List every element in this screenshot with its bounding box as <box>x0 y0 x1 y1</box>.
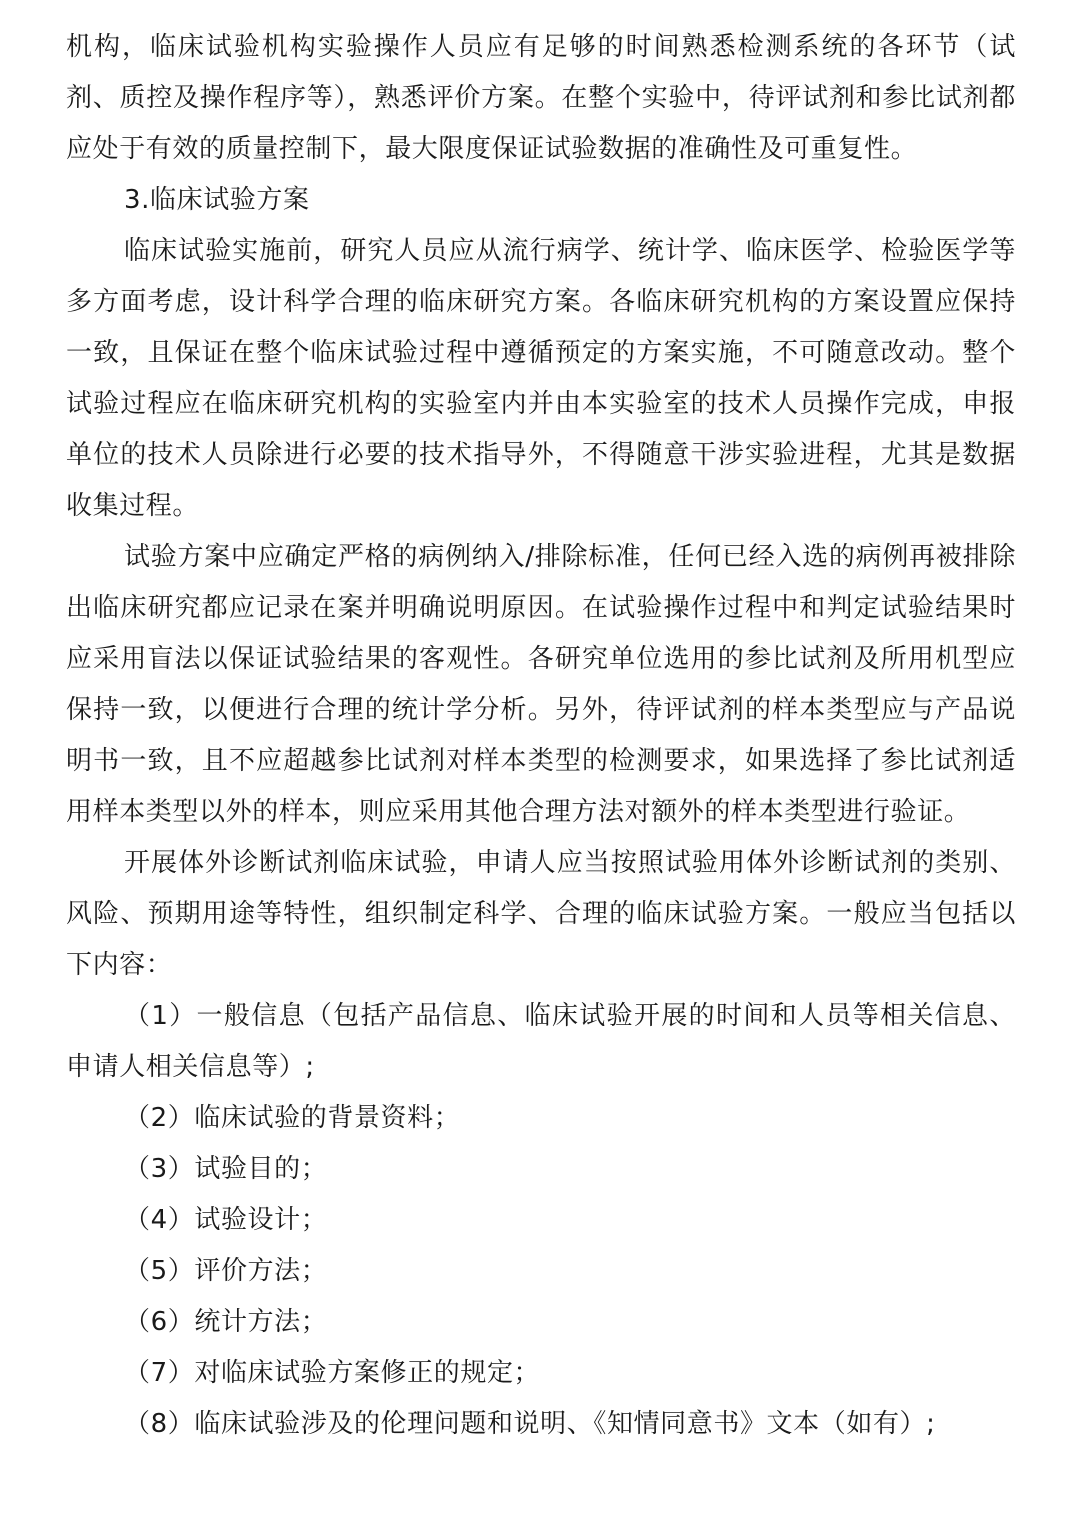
list-item-amendment: （7）对临床试验方案修正的规定； <box>124 1358 541 1388</box>
list-item-purpose: （3）试验目的； <box>124 1154 328 1184</box>
paragraph-implementation: 临床试验实施前，研究人员应从流行病学、统计学、临床医学、检验医学等多方面考虑，设计科学合理的临床研究方案。各临床研究机构的方案设置应保持一致，且保证在整个临床试验过程中遵循预定的方案实施，不可随意改动。整个试验过程应在临床研究机构的实验室内并由本实验室的技术人员操作完成，申报单位的技术人员除进行必要的技术指导外，不得随意干涉实验进程，尤其是数据收集过程。 <box>66 236 1016 521</box>
document-page <box>66 22 1016 1450</box>
list-item-ethics: （8）临床试验涉及的伦理问题和说明、《知情同意书》文本（如有）; <box>124 1409 936 1439</box>
list-item-background: （2）临床试验的背景资料； <box>124 1103 461 1133</box>
paragraph-inclusion-criteria: 试验方案中应确定严格的病例纳入/排除标准，任何已经入选的病例再被排除出临床研究都应记录在案并明确说明原因。在试验操作过程中和判定试验结果时应采用盲法以保证试验结果的客观性。各研究单位选用的参比试剂及所用机型应保持一致，以便进行合理的统计学分析。另外，待评试剂的样本类型应与产品说明书一致，且不应超越参比试剂对样本类型的检测要求，如果选择了参比试剂适用样本类型以外的样本，则应采用其他合理方法对额外的样本类型进行验证。 <box>66 542 1016 827</box>
list-item-statistics: （6）统计方法； <box>124 1307 328 1337</box>
list-item-design: （4）试验设计； <box>124 1205 328 1235</box>
section-heading: 3.临床试验方案 <box>124 185 310 215</box>
list-item-evaluation: （5）评价方法； <box>124 1256 328 1286</box>
list-item-general-info: （1）一般信息（包括产品信息、临床试验开展的时间和人员等相关信息、申请人相关信息等）; <box>66 1001 1016 1082</box>
paragraph-continuation: 机构，临床试验机构实验操作人员应有足够的时间熟悉检测系统的各环节（试剂、质控及操作程序等），熟悉评价方案。在整个实验中，待评试剂和参比试剂都应处于有效的质量控制下，最大限度保证试验数据的准确性及可重复性。 <box>66 32 1016 164</box>
paragraph-protocol-content: 开展体外诊断试剂临床试验，申请人应当按照试验用体外诊断试剂的类别、风险、预期用途等特性，组织制定科学、合理的临床试验方案。一般应当包括以下内容： <box>66 848 1016 980</box>
